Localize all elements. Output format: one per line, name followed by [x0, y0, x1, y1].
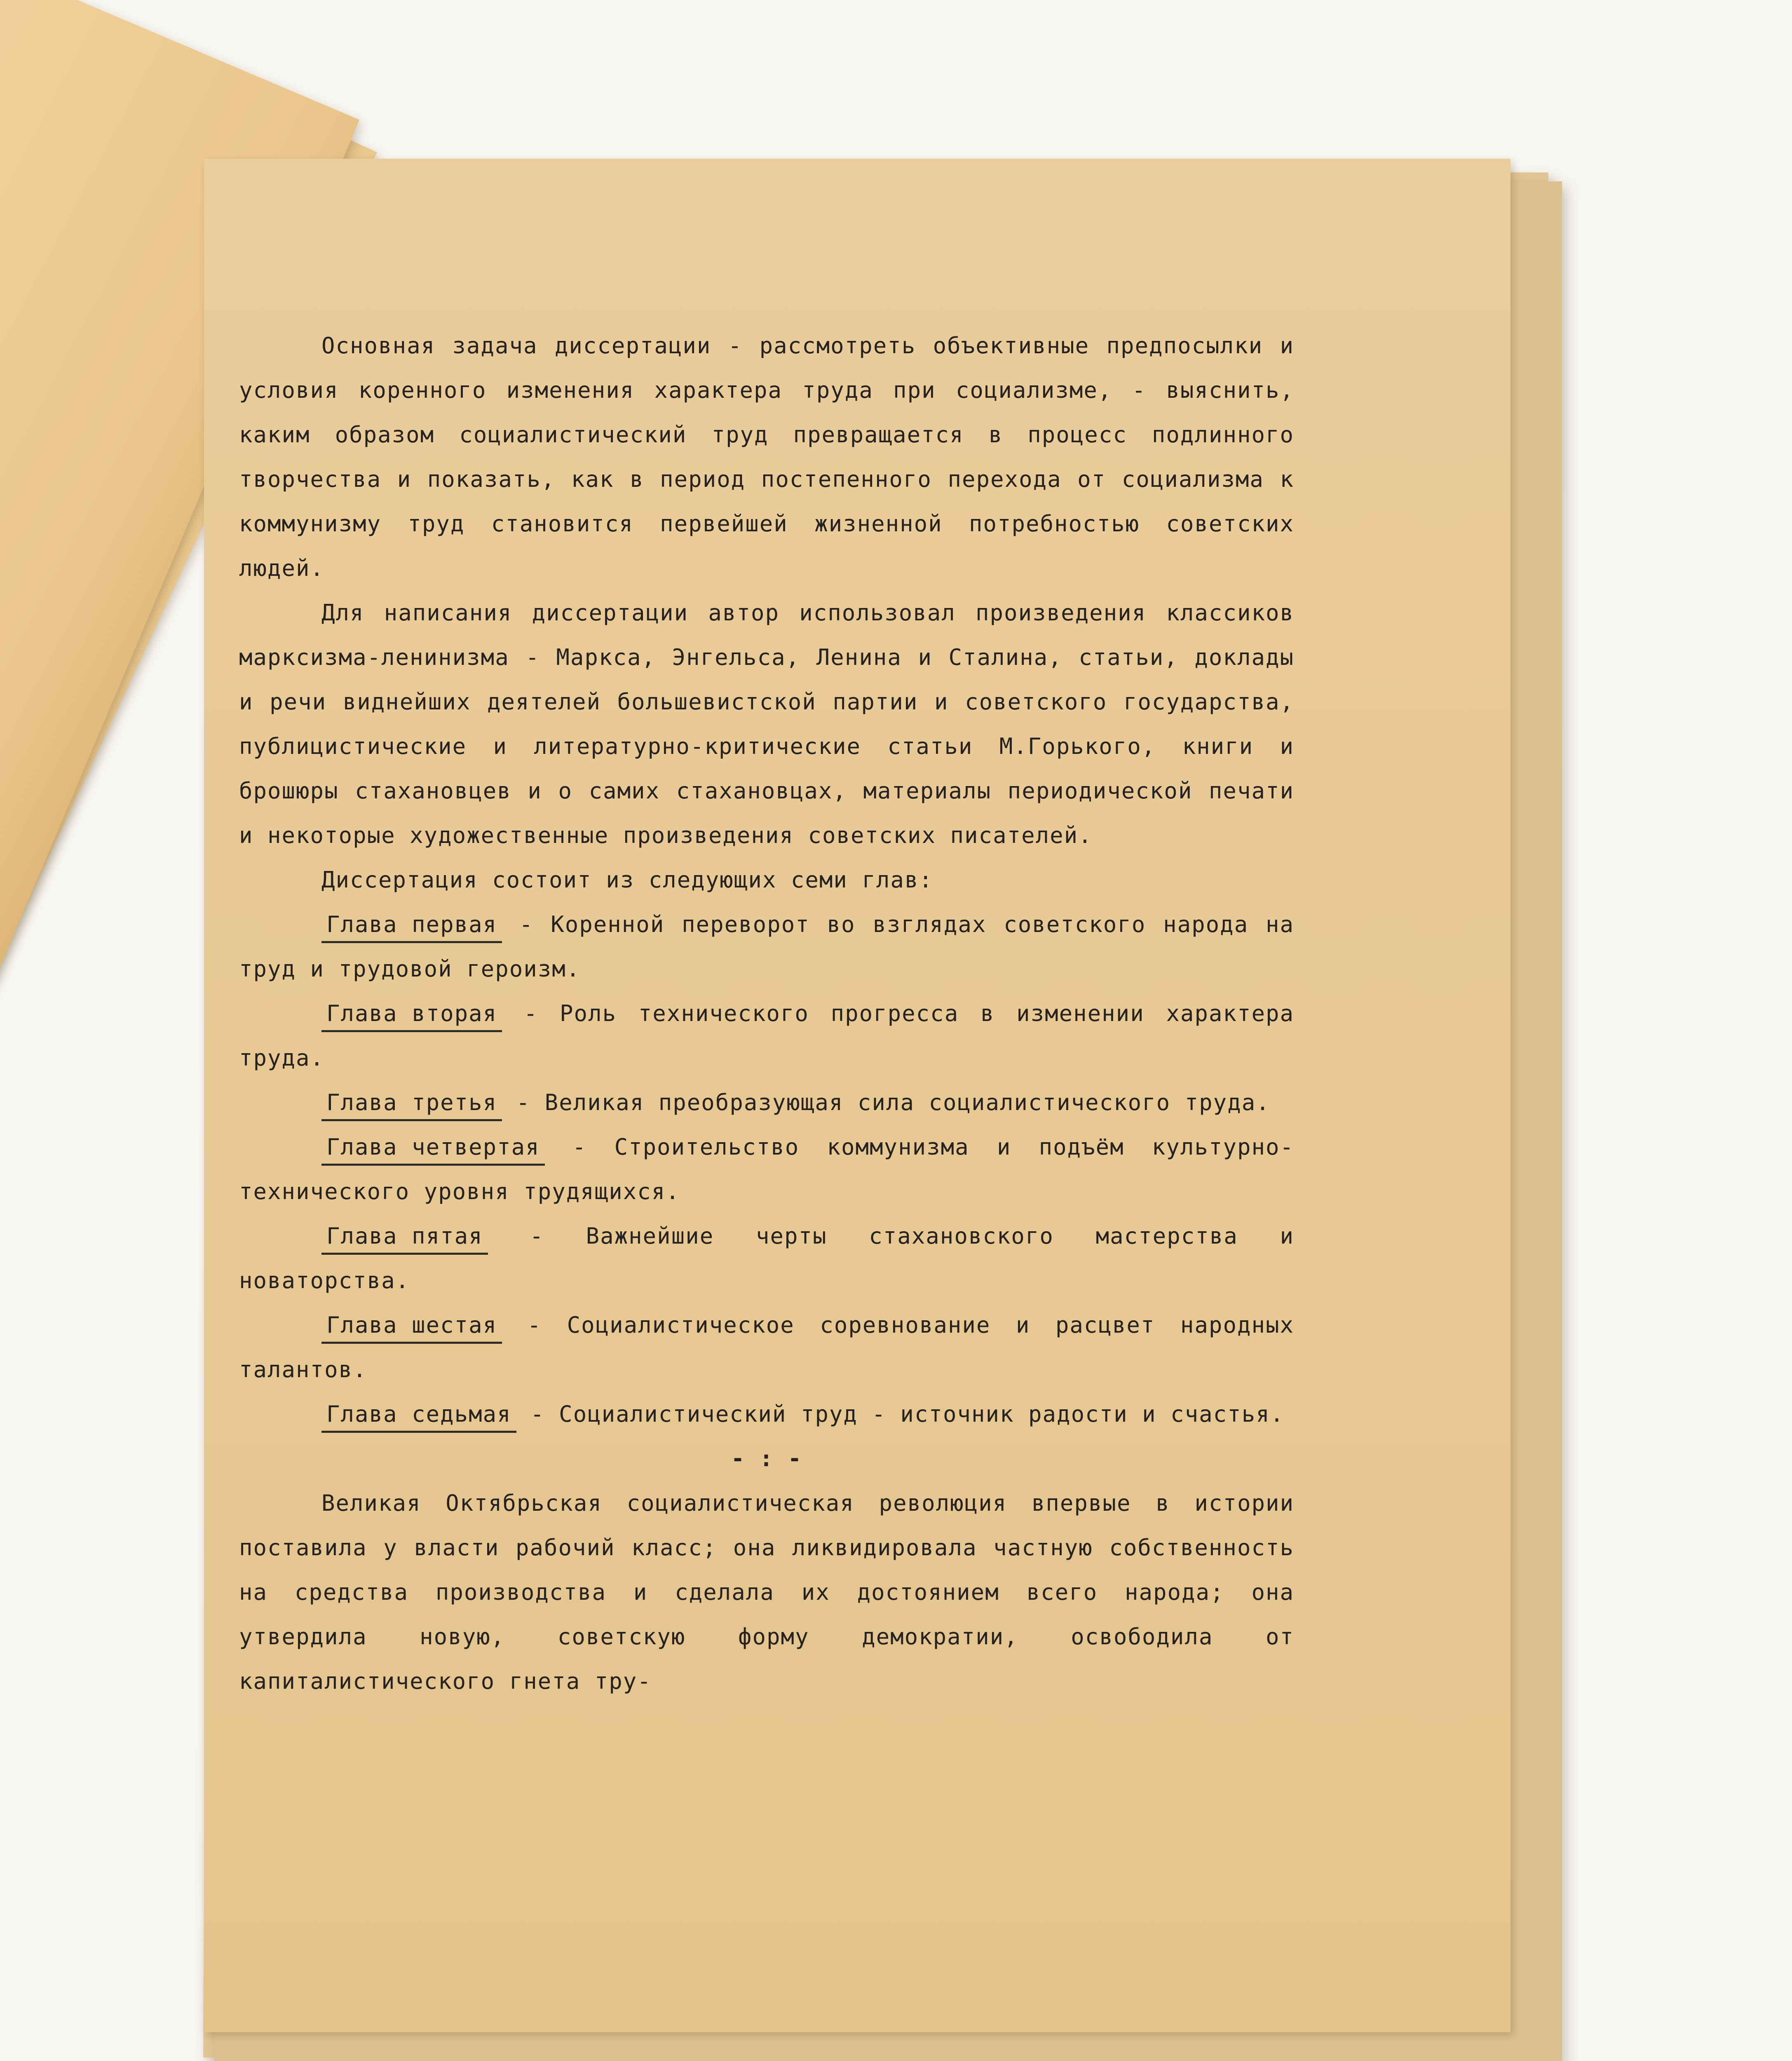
chapter-title: Глава четвертая	[321, 1131, 545, 1166]
chapter-item	[239, 1303, 1294, 1392]
chapter-text: - Важнейшие черты стахановского мастерства и новаторства.	[239, 1223, 1294, 1293]
chapter-text: - Социалистический труд - источник радости и счастья.	[530, 1401, 1285, 1427]
chapter-text: - Строительство коммунизма и подъём культурно-технического уровня трудящихся.	[239, 1134, 1294, 1204]
page-text	[239, 324, 1294, 1704]
sources-paragraph: Для написания диссертации автор использовал произведения классиков марксизма-ленинизма - Маркса, Энгельса, Ленина и Сталина, статьи, доклады и речи виднейших деятелей большевистской партии и советского государства, публицистические и литературно-критические статьи М.Горького, книги и брошюры стахановцев и о самих стахановцах, материалы периодической печати и некоторые художественные произведения советских писателей.	[239, 600, 1294, 848]
chapter-item	[239, 902, 1294, 991]
chapter-title: Глава пятая	[321, 1220, 488, 1255]
chapter-title: Глава третья	[321, 1086, 502, 1121]
chapter-item	[239, 1080, 1294, 1125]
chapter-text: - Коренной переворот во взглядах советского народа на труд и трудовой героизм.	[239, 911, 1294, 982]
chapter-item	[239, 1392, 1294, 1437]
chapter-title: Глава вторая	[321, 997, 502, 1032]
body-paragraph: Великая Октябрьская социалистическая революция впервые в истории поставила у власти рабочий класс; она ликвидировала частную собственность на средства производства и сделала их достоянием всего народа; она утвердила новую, советскую форму демократии, освободила от капиталистического гнета тру-	[239, 1490, 1294, 1694]
chapter-text: - Социалистическое соревнование и расцвет народных талантов.	[239, 1312, 1294, 1383]
chapter-item	[239, 1125, 1294, 1214]
chapter-title: Глава седьмая	[321, 1398, 516, 1433]
structure-intro: Диссертация состоит из следующих семи глав:	[321, 867, 933, 893]
intro-paragraph: Основная задача диссертации - рассмотреть объективные предпосылки и условия коренного изменения характера труда при социализме, - выяснить, каким образом социалистический труд превращается в процесс подлинного творчества и показать, как в период постепенного перехода от социализма к коммунизму труд становится первейшей жизненной потребностью советских людей.	[239, 333, 1294, 581]
chapter-title: Глава шестая	[321, 1309, 502, 1344]
chapter-item	[239, 991, 1294, 1080]
chapter-title: Глава первая	[321, 908, 502, 943]
section-separator: - : -	[731, 1446, 802, 1472]
chapter-text: - Роль технического прогресса в изменении характера труда.	[239, 1000, 1294, 1071]
chapter-item	[239, 1214, 1294, 1303]
chapter-text: - Великая преобразующая сила социалистического труда.	[516, 1089, 1270, 1115]
